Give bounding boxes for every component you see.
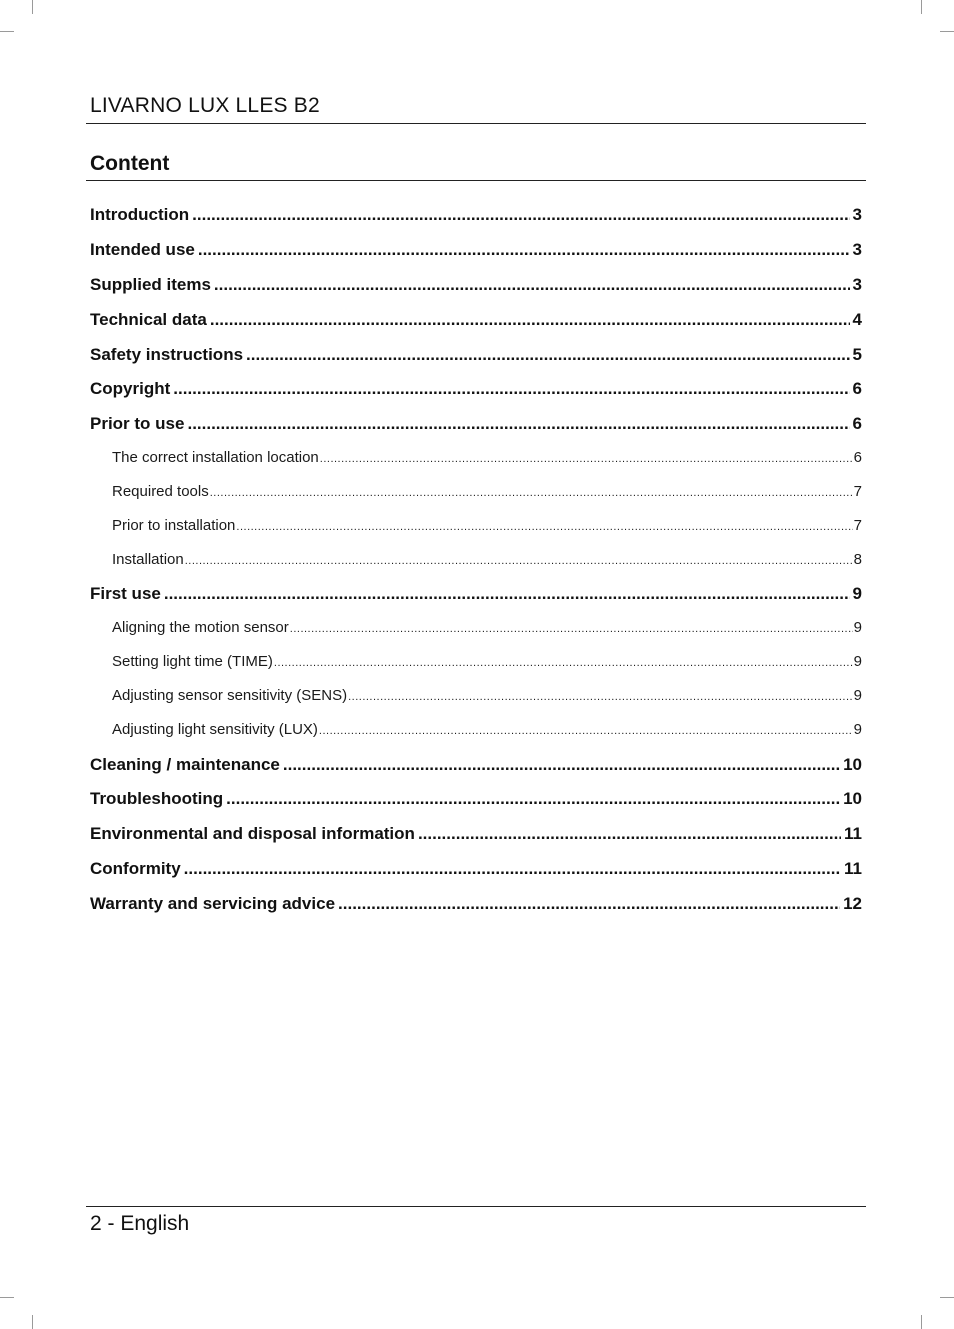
toc-entry-page: 9 — [853, 686, 862, 704]
toc-entry-page: 6 — [853, 449, 862, 467]
toc-entry-page: 11 — [844, 824, 862, 844]
crop-mark-bottom-right-h — [940, 1297, 954, 1298]
toc-subentry[interactable] — [90, 687, 862, 721]
toc-entry[interactable] — [90, 345, 862, 380]
toc-entry[interactable] — [90, 859, 862, 894]
dot-leader — [198, 240, 850, 260]
toc-entry-title: Copyright — [90, 379, 171, 399]
toc-entry-page: 6 — [852, 379, 862, 399]
crop-mark-bottom-left-h — [0, 1297, 14, 1298]
toc-entry[interactable] — [90, 310, 862, 345]
toc-entry-page: 9 — [853, 653, 862, 671]
toc-entry[interactable] — [90, 789, 862, 824]
dot-leader — [164, 584, 850, 604]
toc-entry-page: 3 — [852, 274, 862, 294]
toc-entry-page: 11 — [844, 859, 862, 879]
toc-subentry[interactable] — [90, 449, 862, 483]
dot-leader — [348, 691, 853, 703]
dot-leader — [274, 657, 853, 669]
toc-entry-page: 3 — [852, 205, 862, 224]
toc-entry-page: 3 — [852, 239, 862, 259]
toc-entry-title: Supplied items — [90, 274, 211, 294]
dot-leader — [210, 310, 850, 330]
toc-entry-page: 4 — [852, 309, 862, 329]
toc-entry-title: First use — [90, 584, 161, 604]
dot-leader — [319, 725, 853, 737]
toc-entry-title: Setting light time (TIME) — [112, 653, 273, 671]
toc-subentry[interactable] — [90, 551, 862, 585]
toc-entry-title: Prior to installation — [112, 516, 236, 534]
toc-entry-title: Intended use — [90, 239, 195, 259]
dot-leader — [236, 521, 852, 533]
dot-leader — [320, 453, 853, 465]
toc-entry-page: 6 — [852, 414, 862, 434]
toc-entry-title: Cleaning / maintenance — [90, 754, 280, 774]
toc-entry-title: Aligning the motion sensor — [112, 619, 289, 637]
crop-mark-top-right-h — [940, 31, 954, 32]
toc-entry[interactable] — [90, 240, 862, 275]
crop-mark-top-left-v — [32, 0, 33, 14]
toc-entry-title: Technical data — [90, 309, 207, 329]
toc-entry-page: 9 — [853, 619, 862, 637]
toc-entry-page: 7 — [853, 483, 862, 501]
dot-leader — [338, 894, 840, 914]
toc-entry[interactable] — [90, 755, 862, 790]
dot-leader — [214, 275, 850, 295]
toc-entry-page: 10 — [843, 789, 862, 809]
content-heading-bar — [86, 150, 866, 181]
dot-leader — [173, 379, 849, 399]
toc-entry-page: 8 — [853, 550, 862, 568]
dot-leader — [226, 789, 840, 809]
toc-entry-page: 7 — [853, 516, 862, 534]
toc-entry[interactable] — [90, 379, 862, 414]
toc-entry-title: Introduction — [90, 205, 190, 224]
crop-mark-bottom-right-v — [921, 1315, 922, 1329]
toc-entry-title: Installation — [112, 550, 184, 568]
crop-mark-top-right-v — [921, 0, 922, 14]
page-header — [86, 92, 866, 124]
toc-entry-title: Safety instructions — [90, 344, 244, 364]
toc-entry-title: Adjusting light sensitivity (LUX) — [112, 720, 318, 738]
crop-mark-top-left-h — [0, 31, 14, 32]
toc-entry-title: Troubleshooting — [90, 789, 224, 809]
toc-entry[interactable] — [90, 584, 862, 619]
toc-entry-title: Adjusting sensor sensitivity (SENS) — [112, 686, 348, 704]
toc-entry-title: Warranty and servicing advice — [90, 894, 336, 914]
toc-entry-page: 9 — [853, 720, 862, 738]
toc-subentry[interactable] — [90, 653, 862, 687]
dot-leader — [210, 487, 853, 499]
toc-subentry[interactable] — [90, 721, 862, 755]
toc-entry-title: The correct installation location — [112, 449, 319, 467]
toc-entry-page: 5 — [852, 344, 862, 364]
toc-entry-page: 10 — [843, 754, 862, 774]
page-footer — [86, 1206, 866, 1235]
toc-entry-title: Conformity — [90, 859, 181, 879]
toc-entry-title: Environmental and disposal information — [90, 824, 415, 844]
dot-leader — [187, 414, 849, 434]
crop-mark-bottom-left-v — [32, 1315, 33, 1329]
toc-entry[interactable] — [90, 824, 862, 859]
toc-entry[interactable] — [90, 414, 862, 449]
toc-entry-page: 9 — [852, 584, 862, 604]
dot-leader — [290, 623, 853, 635]
content-heading: Content — [90, 152, 170, 175]
dot-leader — [185, 555, 853, 567]
toc-entry[interactable] — [90, 275, 862, 310]
toc-subentry[interactable] — [90, 483, 862, 517]
toc-entry[interactable] — [90, 894, 862, 929]
document-title: LIVARNO LUX LLES B2 — [90, 94, 320, 117]
dot-leader — [192, 205, 849, 225]
toc-entry-page: 12 — [843, 894, 862, 914]
dot-leader — [184, 859, 841, 879]
dot-leader — [246, 345, 849, 365]
table-of-contents — [90, 205, 862, 929]
dot-leader — [418, 824, 841, 844]
page-number-language: 2 - English — [90, 1212, 190, 1235]
toc-entry-title: Required tools — [112, 483, 209, 501]
toc-subentry[interactable] — [90, 517, 862, 551]
dot-leader — [283, 755, 840, 775]
toc-subentry[interactable] — [90, 619, 862, 653]
toc-entry[interactable] — [90, 205, 862, 240]
toc-entry-title: Prior to use — [90, 414, 185, 434]
